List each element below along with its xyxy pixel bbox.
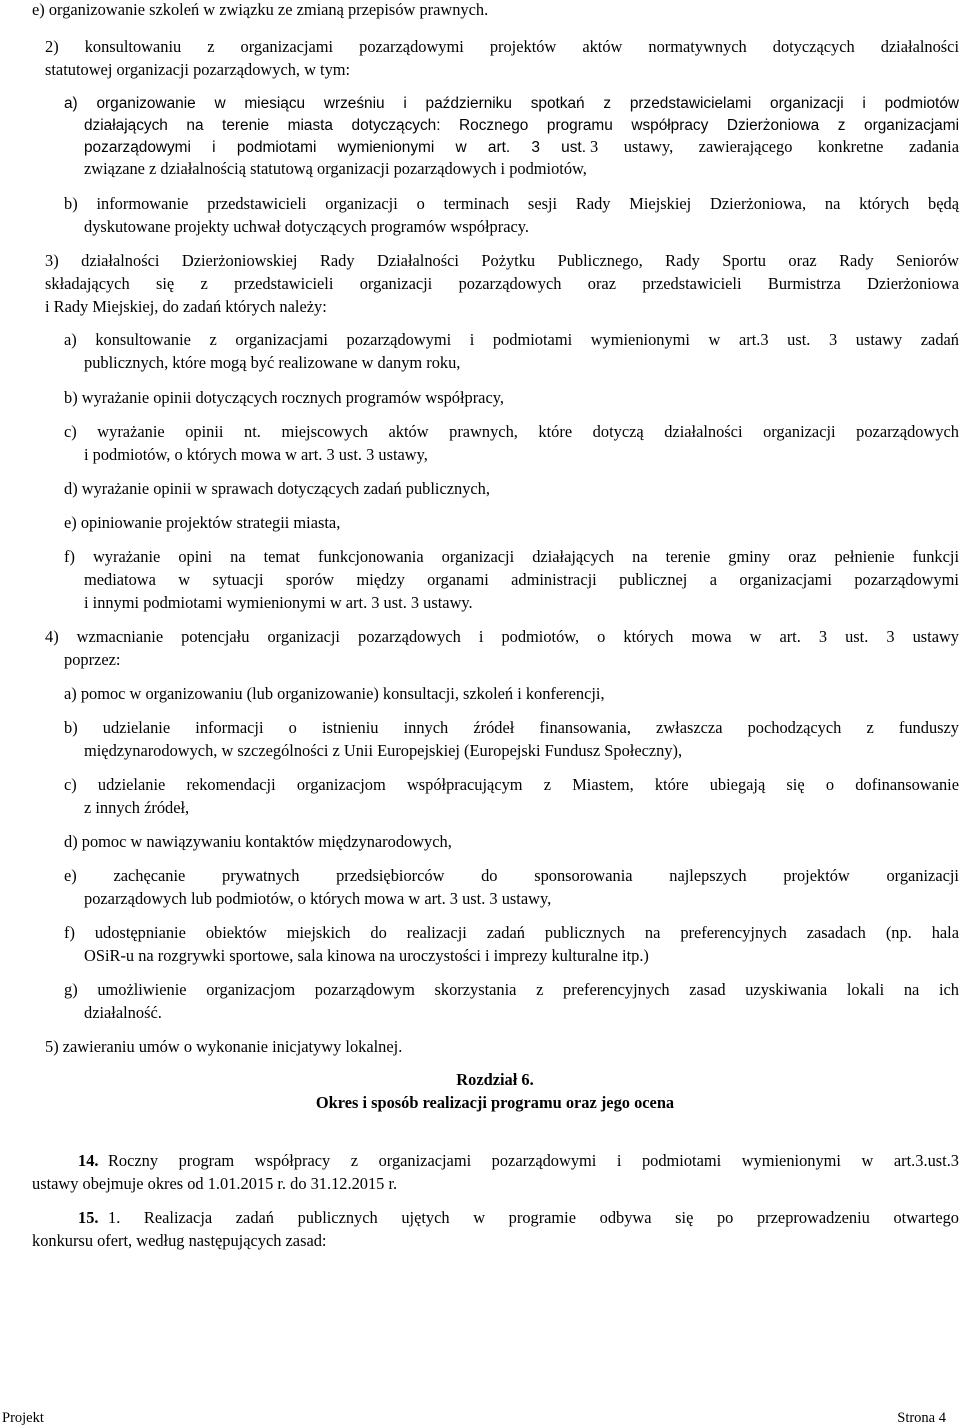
text-line: 5) zawieraniu umów o wykonanie inicjatywy lokalnej. — [45, 1037, 403, 1056]
text-line: e) organizowanie szkoleń w związku ze zmianą przepisów prawnych. — [32, 0, 489, 19]
text-line: składających się z przedstawicieli organizacji pozarządowych oraz przedstawicieli Burmistrza Dzierżoniowa — [45, 274, 959, 293]
text-line: g) umożliwienie organizacjom pozarządowym skorzystania z preferencyjnych zasad uzyskiwania lokali na ich — [64, 980, 959, 999]
text-line: ustawy obejmuje okres od 1.01.2015 r. do 31.12.2015 r. — [32, 1174, 398, 1193]
text-line: poprzez: — [64, 650, 121, 669]
text-line: pozarządowych lub podmiotów, o których mowa w art. 3 ust. 3 ustawy, — [84, 889, 552, 908]
text-line: c) wyrażanie opinii nt. miejscowych aktów prawnych, które dotyczą działalności organizacji pozarządowych — [64, 422, 959, 441]
text-line: 2) konsultowaniu z organizacjami pozarządowymi projektów aktów normatywnych dotyczących działalności — [45, 37, 959, 56]
text-line: d) pomoc w nawiązywaniu kontaktów międzynarodowych, — [64, 832, 452, 851]
text-line: 3) działalności Dzierżoniowskiej Rady Działalności Pożytku Publicznego, Rady Sportu oraz Rady Seniorów — [45, 251, 959, 270]
text-line: c) udzielanie rekomendacji organizacjom współpracującym z Miastem, które ubiegają się o dofinansowanie — [64, 775, 959, 794]
text-line: a) konsultowanie z organizacjami pozarządowymi i podmiotami wymienionymi w art.3 ust. 3 ustawy zadań — [64, 330, 959, 349]
text-line: OSiR-u na rozgrywki sportowe, sala kinowa na uroczystości i imprezy kulturalne itp.) — [84, 946, 649, 965]
text-line: b) wyrażanie opinii dotyczących rocznych programów współpracy, — [64, 388, 504, 407]
text-line: 1. Realizacja zadań publicznych ujętych w programie odbywa się po przeprowadzeniu otwartego — [108, 1208, 959, 1227]
paragraph-number: 15. — [78, 1208, 99, 1227]
text-line: 3 ustawy, zawierającego konkretne zadania — [590, 137, 959, 156]
text-line: publicznych, które mogą być realizowane w danym roku, — [84, 353, 461, 372]
text-line: działających na terenie miasta dotyczących: Rocznego programu współpracy Dzierżoniowa z organizacjami — [84, 117, 959, 134]
text-line: pozarządowymi i podmiotami wymienionymi w art. 3 ust. — [84, 139, 586, 156]
text-line: f) udostępnianie obiektów miejskich do realizacji zadań publicznych na preferencyjnych zasadach (np. hala — [64, 923, 959, 942]
text-line: statutowej organizacji pozarządowych, w tym: — [45, 60, 351, 79]
text-line: e) opiniowanie projektów strategii miasta, — [64, 513, 341, 532]
text-line: Roczny program współpracy z organizacjami pozarządowymi i podmiotami wymienionymi w art.3.ust.3 — [108, 1151, 959, 1170]
chapter-heading: Rozdział 6. — [456, 1070, 534, 1089]
text-line: b) udzielanie informacji o istnieniu innych źródeł finansowania, zwłaszcza pochodzących z funduszy — [64, 718, 959, 737]
chapter-title: Okres i sposób realizacji programu oraz jego ocena — [315, 1093, 675, 1112]
footer-left: Projekt — [2, 1410, 44, 1426]
text-line: i innymi podmiotami wymienionymi w art. 3 ust. 3 ustawy. — [84, 593, 473, 612]
text-line: i Rady Miejskiej, do zadań których należy: — [45, 297, 327, 316]
text-line: a) pomoc w organizowaniu (lub organizowanie) konsultacji, szkoleń i konferencji, — [64, 684, 605, 703]
paragraph-number: 14. — [78, 1151, 99, 1170]
text-line: e) zachęcanie prywatnych przedsiębiorców do sponsorowania najlepszych projektów organizacji — [64, 866, 959, 885]
text-line: mediatowa w sytuacji sporów między organami administracji publicznej a organizacjami pozarządowymi — [84, 570, 959, 589]
text-line: i podmiotów, o których mowa w art. 3 ust. 3 ustawy, — [84, 445, 428, 464]
text-line: dyskutowane projekty uchwał dotyczących programów współpracy. — [84, 217, 529, 236]
text-line: działalność. — [84, 1003, 162, 1022]
text-line: związane z działalnością statutową organizacji pozarządowych i podmiotów, — [84, 159, 587, 178]
text-line: międzynarodowych, w szczególności z Unii Europejskiej (Europejski Fundusz Społeczny), — [84, 741, 683, 760]
text-line: 4) wzmacnianie potencjału organizacji pozarządowych i podmiotów, o których mowa w art. 3 ust. 3 ustawy — [45, 627, 959, 646]
text-line: z innych źródeł, — [84, 798, 190, 817]
page-number: Strona 4 — [897, 1410, 946, 1426]
text-line: b) informowanie przedstawicieli organizacji o terminach sesji Rady Miejskiej Dzierżoniowa, na których będą — [64, 194, 959, 213]
text-line: a) organizowanie w miesiącu wrześniu i październiku spotkań z przedstawicielami organizacji i podmiotów — [64, 95, 959, 112]
text-line: konkursu ofert, według następujących zasad: — [32, 1231, 327, 1250]
text-line: d) wyrażanie opinii w sprawach dotyczących zadań publicznych, — [64, 479, 490, 498]
text-line: f) wyrażanie opini na temat funkcjonowania organizacji działających na terenie gminy oraz pełnienie funkcji — [64, 547, 959, 566]
